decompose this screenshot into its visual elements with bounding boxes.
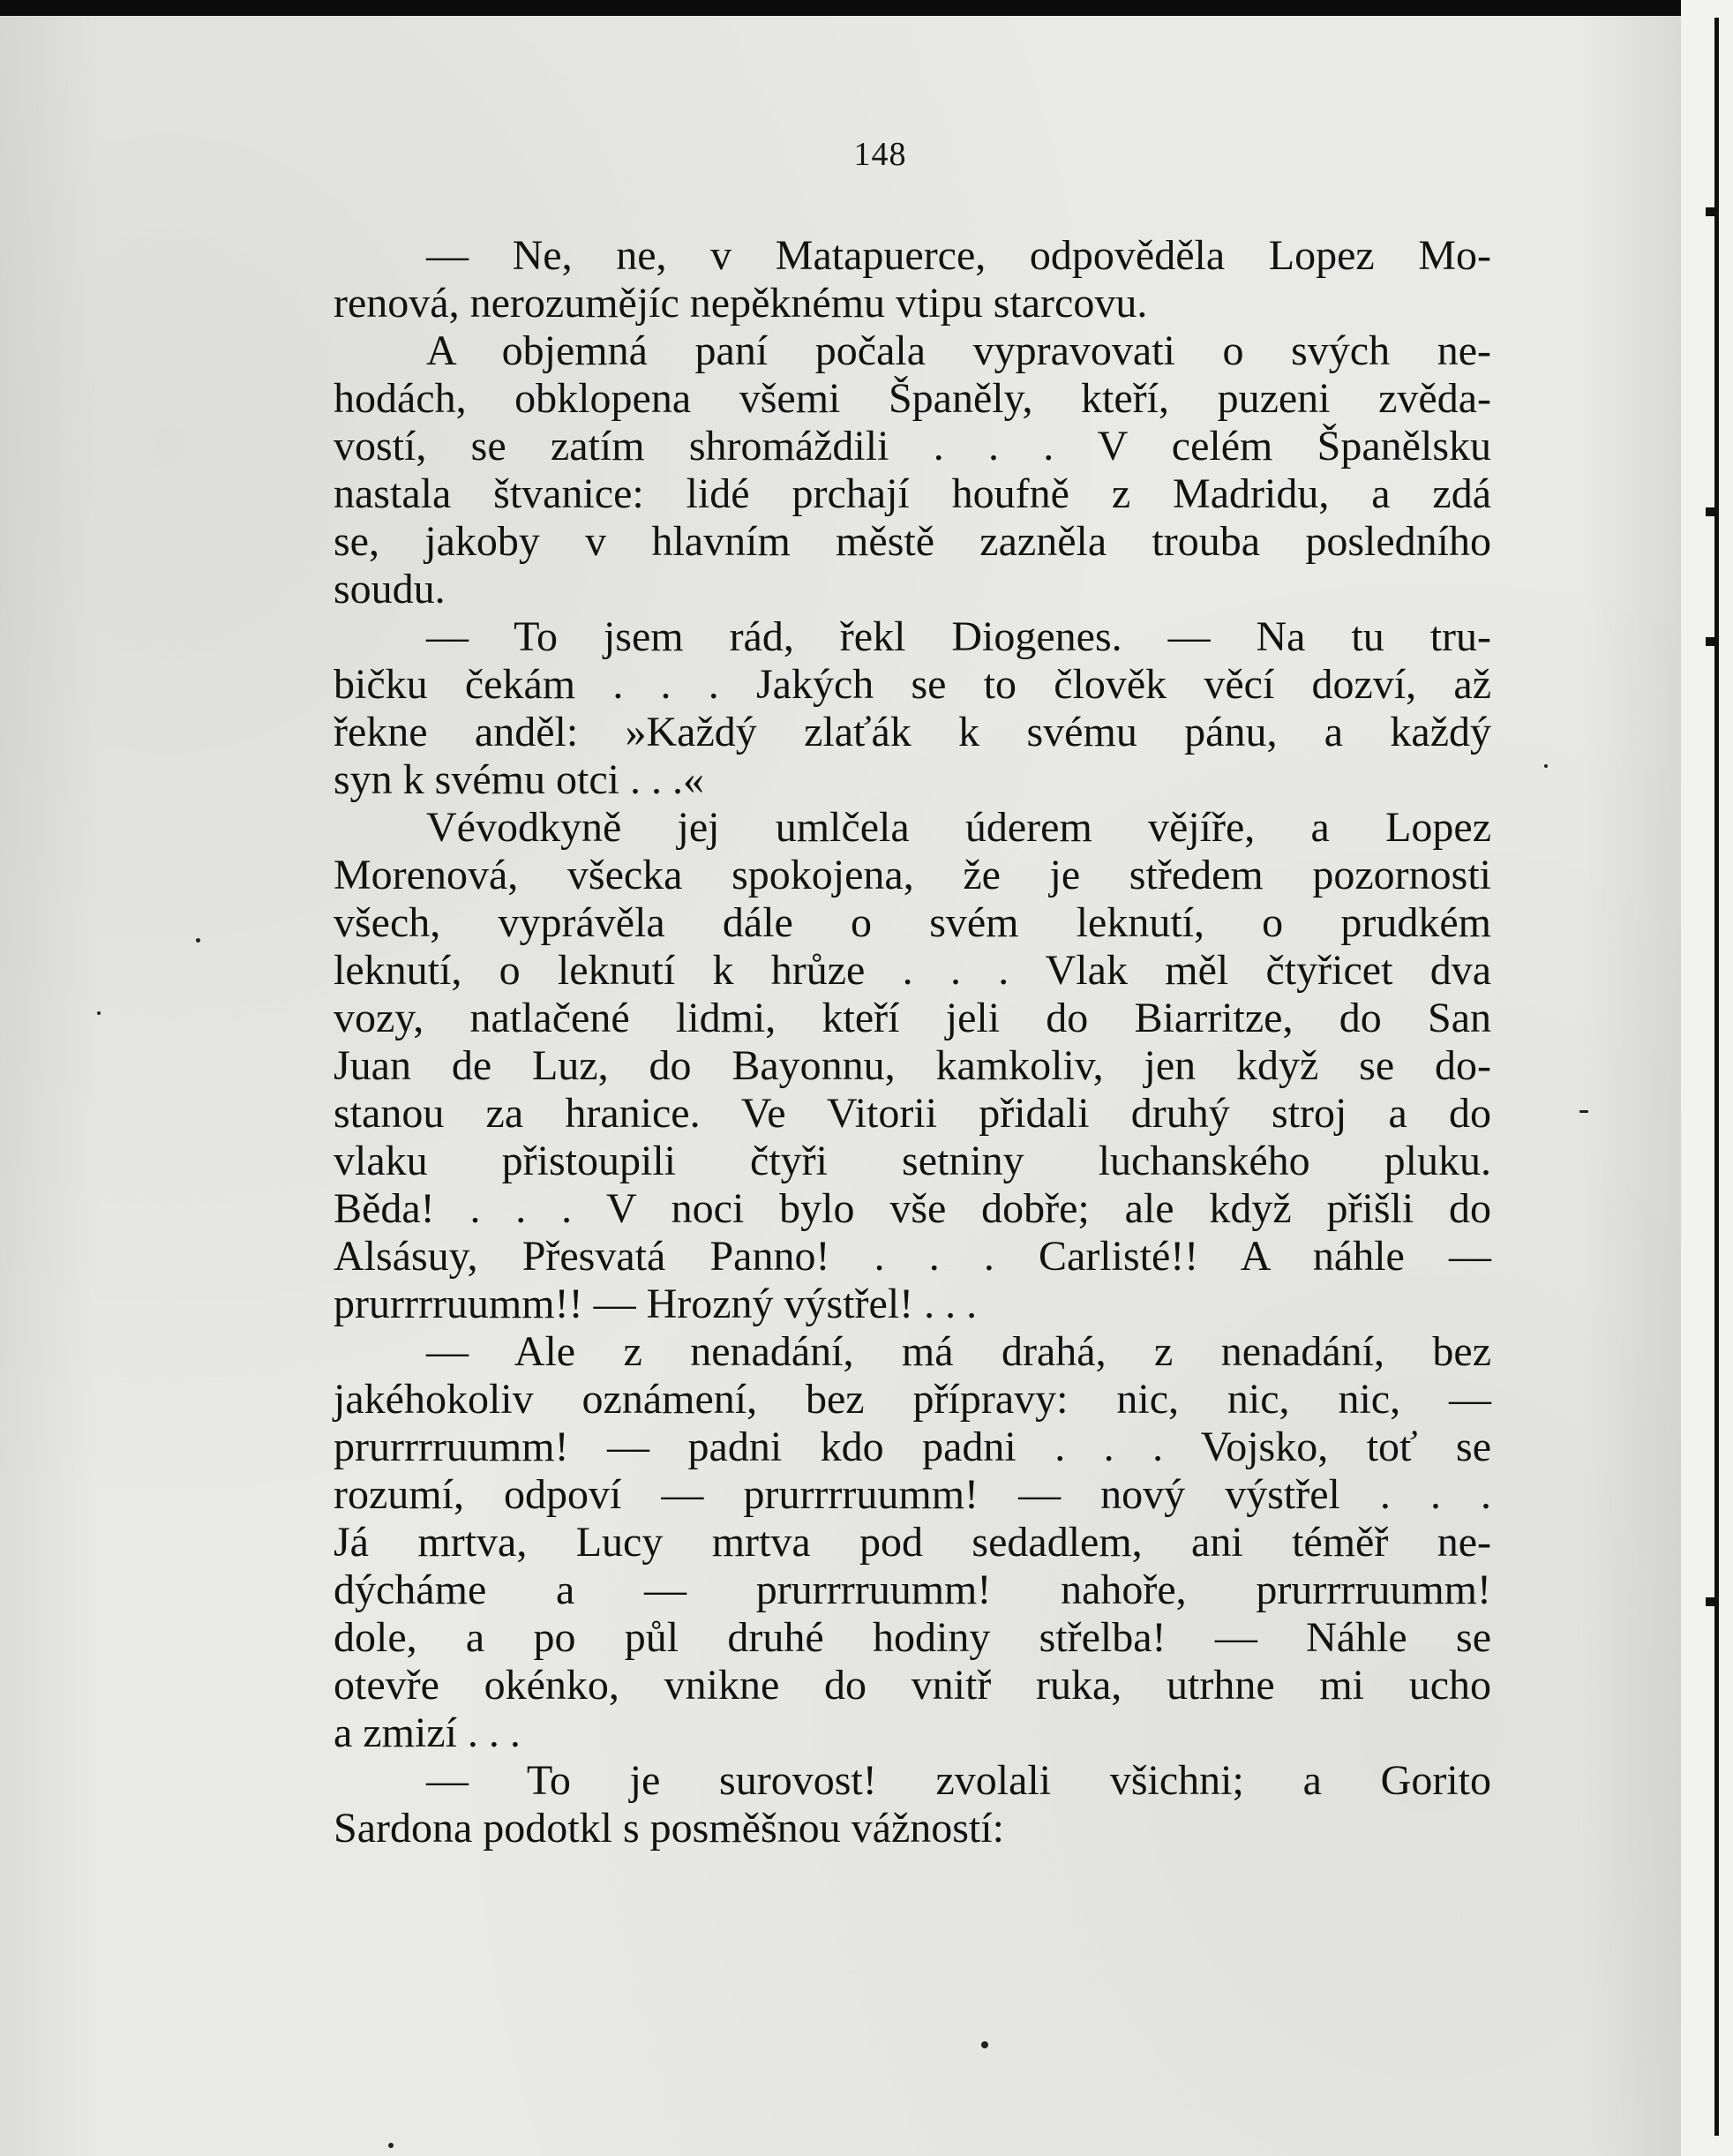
text-line: všech, vyprávěla dále o svém leknutí, o prudkém	[334, 899, 1491, 946]
text-line: — Ale z nenadání, má drahá, z nenadání, bez	[426, 1328, 1491, 1375]
text-line: řekne anděl: »Každý zlaťák k svému pánu, a každý	[334, 709, 1491, 755]
dust-speck	[196, 938, 200, 943]
dust-speck	[97, 1011, 101, 1015]
text-line: nastala štvanice: lidé prchají houfně z Madridu, a zdá	[334, 470, 1491, 517]
edge-mark	[1706, 637, 1718, 646]
text-line: stanou za hranice. Ve Vitorii přidali druhý stroj a do	[334, 1090, 1491, 1137]
text-line: Vévodkyně jej umlčela úderem vějíře, a Lopez	[426, 804, 1491, 851]
text-line: bičku čekám . . . Jakých se to člověk věcí dozví, až	[334, 661, 1491, 708]
text-line: otevře okénko, vnikne do vnitř ruka, utrhne mi ucho	[334, 1662, 1491, 1709]
edge-mark	[1706, 207, 1718, 216]
text-line: — Ne, ne, v Matapuerce, odpověděla Lopez Mo-	[426, 232, 1491, 279]
text-line: prurrrruumm!! — Hrozný výstřel! . . .	[334, 1281, 978, 1327]
edge-mark	[1706, 1597, 1718, 1606]
text-line: leknutí, o leknutí k hrůze . . . Vlak měl čtyřicet dva	[334, 947, 1491, 994]
text-line: vlaku přistoupili čtyři setniny luchanského pluku.	[334, 1138, 1491, 1184]
text-line: hodách, obklopena všemi Španěly, kteří, puzeni zvěda-	[334, 375, 1491, 422]
edge-mark	[1706, 507, 1718, 516]
dust-speck	[1579, 1110, 1588, 1113]
text-line: se, jakoby v hlavním městě zazněla trouba posledního	[334, 518, 1491, 565]
edge-rule	[1714, 18, 1719, 2136]
text-line: dole, a po půl druhé hodiny střelba! — Náhle se	[334, 1614, 1491, 1661]
text-line: — To je surovost! zvolali všichni; a Gorito	[426, 1757, 1491, 1804]
text-line: Běda! . . . V noci bylo vše dobře; ale když přišli do	[334, 1185, 1491, 1232]
text-line: soudu.	[334, 566, 446, 612]
text-line: vozy, natlačené lidmi, kteří jeli do Biarritze, do San	[334, 995, 1491, 1041]
text-line: Juan de Luz, do Bayonnu, kamkoliv, jen když se do-	[334, 1042, 1491, 1089]
text-line: vostí, se zatím shromáždili . . . V celém Španělsku	[334, 423, 1491, 470]
text-line: jakéhokoliv oznámení, bez přípravy: nic, nic, nic, —	[334, 1376, 1491, 1423]
dust-speck	[388, 2143, 394, 2148]
scanned-page	[0, 16, 1681, 2156]
text-line: a zmizí . . .	[334, 1709, 521, 1756]
page-number: 148	[853, 136, 907, 173]
text-line: — To jsem rád, řekl Diogenes. — Na tu tru-	[426, 613, 1491, 660]
text-line: rozumí, odpoví — prurrrruumm! — nový výstřel . . .	[334, 1471, 1491, 1518]
text-line: Já mrtva, Lucy mrtva pod sedadlem, ani téměř ne-	[334, 1519, 1491, 1566]
page-edge	[1681, 0, 1733, 2156]
text-line: Morenová, všecka spokojena, že je středem pozornosti	[334, 852, 1491, 898]
text-line: renová, nerozumějíc nepěknému vtipu starcovu.	[334, 280, 1148, 327]
dust-speck	[1544, 764, 1548, 768]
text-line: syn k svému otci . . .«	[334, 756, 704, 803]
body-text	[334, 232, 1491, 1852]
text-line: Alsásuy, Přesvatá Panno! . . . Carlisté!! A náhle —	[334, 1233, 1491, 1280]
dust-speck	[981, 2041, 988, 2048]
text-line: A objemná paní počala vypravovati o svých ne-	[426, 327, 1491, 374]
text-line: prurrrruumm! — padni kdo padni . . . Vojsko, toť se	[334, 1424, 1491, 1470]
text-line: dýcháme a — prurrrruumm! nahoře, prurrrruumm!	[334, 1566, 1491, 1613]
text-line: Sardona podotkl s posměšnou vážností:	[334, 1805, 1004, 1852]
